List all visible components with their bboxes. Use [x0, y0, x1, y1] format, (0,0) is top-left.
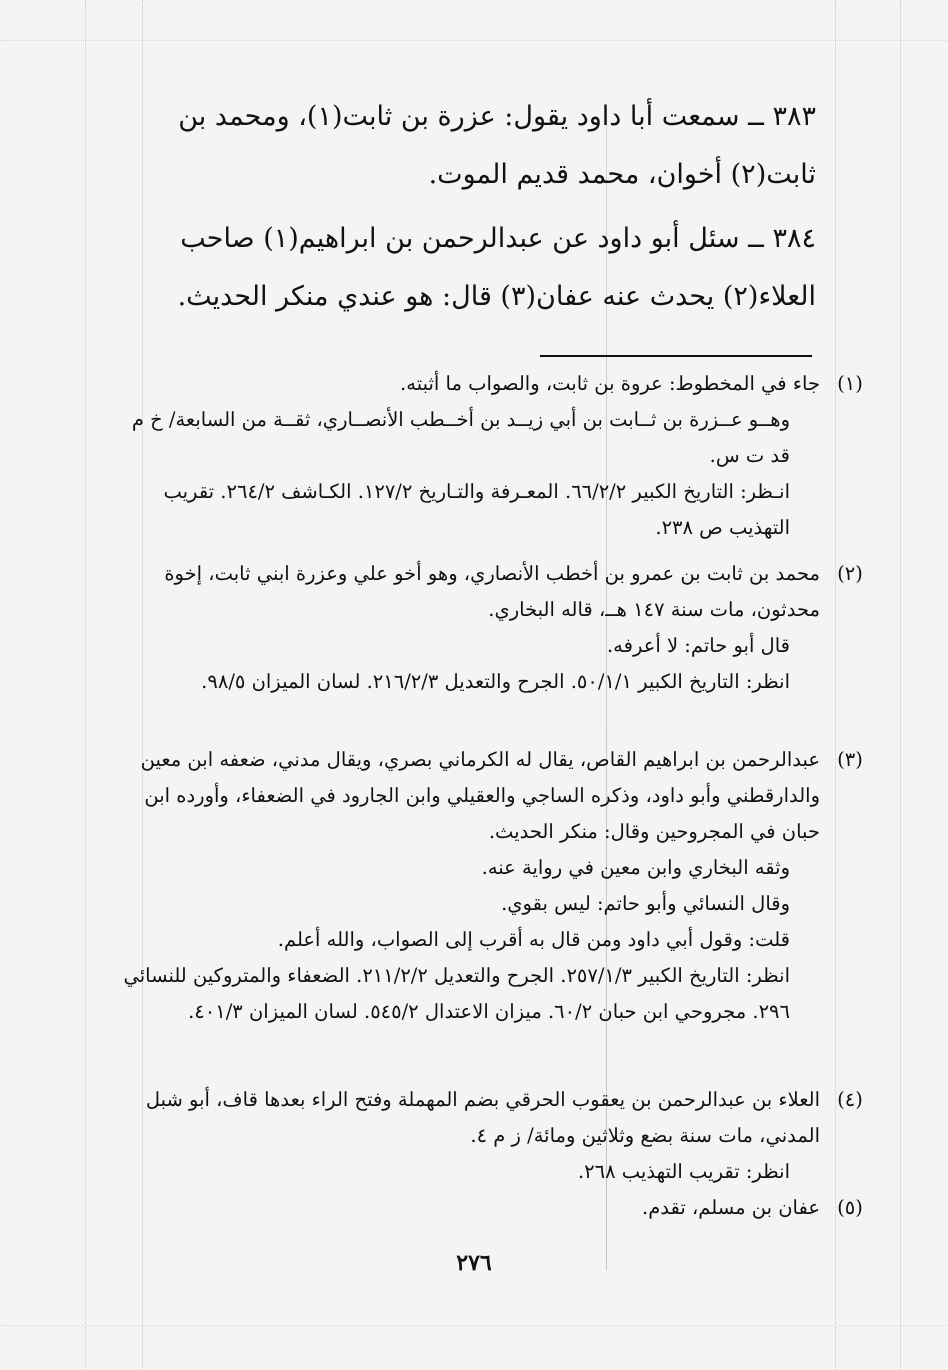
- footnote-1: [120, 366, 863, 546]
- footnote-paragraph: وهــو عــزرة بن ثــابت بن أبي زيــد بن أخــطب الأنصــاري، ثقــة من السابعة/ خ م قد ت س.: [131, 408, 790, 467]
- footnote-label: (١): [837, 372, 863, 395]
- footnote-3: [120, 742, 863, 1030]
- footnote-paragraph: قال أبو حاتم: لا أعرفه.: [606, 634, 790, 657]
- entry-number: ٣٨٤: [772, 223, 816, 254]
- margin-guide: [85, 0, 86, 1370]
- entry-384: [116, 210, 816, 326]
- margin-guide: [900, 0, 901, 1370]
- footnote-paragraph: جاء في المخطوط: عروة بن ثابت، والصواب ما أثبته.: [400, 372, 820, 395]
- footnote-paragraph: وقال النسائي وأبو حاتم: ليس بقوي.: [501, 892, 790, 915]
- footnote-label: (٤): [837, 1088, 863, 1111]
- footnote-paragraph: وثقه البخاري وابن معين في رواية عنه.: [481, 856, 790, 879]
- footnote-separator: [540, 355, 812, 357]
- footnote-paragraph: انظر: تقريب التهذيب ٢٦٨.: [577, 1160, 790, 1183]
- footnote-label: (٥): [837, 1196, 863, 1219]
- entry-text: سئل أبو داود عن عبدالرحمن بن ابراهيم(١) صاحب العلاء(٢) يحدث عنه عفان(٣) قال: هو عندي منكر الحديث.: [177, 223, 816, 312]
- margin-guide: [835, 0, 836, 1370]
- margin-guide: [0, 40, 948, 41]
- footnote-paragraph: انظر: التاريخ الكبير ٥٠/١/١. الجرح والتعديل ٢١٦/٢/٣. لسان الميزان ٩٨/٥.: [201, 670, 790, 693]
- footnote-paragraph: عبدالرحمن بن ابراهيم القاص، يقال له الكرماني بصري، ويقال مدني، ضعفه ابن معين والدارقطني وأبو داود، وذكره الساجي والعقيلي وابن الجارود في الضعفاء، وأورده ابن حبان في المجروحين وقال: منكر الحديث.: [140, 748, 820, 843]
- entry-dash: ــ: [748, 223, 764, 254]
- footnote-paragraph: العلاء بن عبدالرحمن بن يعقوب الحرقي بضم المهملة وفتح الراء بعدها قاف، أبو شبل المدني، مات سنة بضع وثلاثين ومائة/ ز م ٤.: [145, 1088, 820, 1147]
- entry-383: [116, 88, 816, 204]
- page-number: ٢٧٦: [456, 1250, 492, 1276]
- footnote-paragraph: انظر: التاريخ الكبير ٢٥٧/١/٣. الجرح والتعديل ٢١١/٢/٢. الضعفاء والمتروكين للنسائي ٢٩٦. مجروحي ابن حبان ٦٠/٢. ميزان الاعتدال ٥٤٥/٢. لسان الميزان ٤٠١/٣.: [123, 964, 790, 1023]
- margin-guide: [0, 1325, 948, 1326]
- footnote-paragraph: انـظر: التاريخ الكبير ٦٦/٢/٢. المعـرفة والتـاريخ ١٢٧/٢. الكـاشف ٢٦٤/٢. تقريب التهذيب ص ٢٣٨.: [163, 480, 790, 539]
- footnote-label: (٣): [837, 748, 863, 771]
- footnote-paragraph: قلت: وقول أبي داود ومن قال به أقرب إلى الصواب، والله أعلم.: [277, 928, 790, 951]
- entry-dash: ــ: [748, 101, 764, 132]
- footnote-5: [120, 1190, 863, 1226]
- footnote-label: (٢): [837, 562, 863, 585]
- entry-text: سمعت أبا داود يقول: عزرة بن ثابت(١)، ومحمد بن ثابت(٢) أخوان، محمد قديم الموت.: [178, 101, 816, 190]
- footnote-4: [120, 1082, 863, 1190]
- footnote-2: [120, 556, 863, 700]
- footnote-paragraph: محمد بن ثابت بن عمرو بن أخطب الأنصاري، وهو أخو علي وعزرة ابني ثابت، إخوة محدثون، مات سنة ١٤٧ هــ، قاله البخاري.: [164, 562, 820, 621]
- footnote-paragraph: عفان بن مسلم، تقدم.: [642, 1196, 820, 1219]
- entry-number: ٣٨٣: [772, 101, 816, 132]
